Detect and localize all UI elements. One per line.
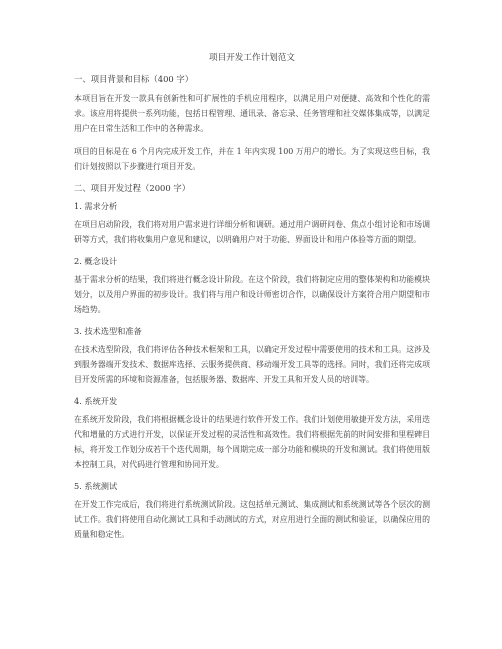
document-page <box>74 52 430 550</box>
subsection-tech-selection-text: 在技术选型阶段，我们将评估各种技术框架和工具，以确定开发过程中需要使用的技术和工具。这涉及到服务器端开发技术、数据库选择、云服务提供商、移动端开发工具等的选择。同时，我们还将完成项目开发所需的环境和资源准备，包括服务器、数据库、开发工具和开发人员的培训等。 <box>74 345 430 384</box>
subsection-requirements-text: 在项目启动阶段，我们将对用户需求进行详细分析和调研。通过用户调研问卷、焦点小组讨论和市场调研等方式，我们将收集用户意见和建议，以明确用户对于功能、界面设计和用户体验等方面的期望。 <box>74 220 430 244</box>
subsection-system-dev-heading: 4. 系统开发 <box>74 396 118 406</box>
subsection-system-test-heading: 5. 系统测试 <box>74 481 118 491</box>
subsection-concept-design-text: 基于需求分析的结果，我们将进行概念设计阶段。在这个阶段，我们将制定应用的整体架构和功能模块划分，以及用户界面的初步设计。我们将与用户和设计师密切合作，以确保设计方案符合用户期望和市场趋势。 <box>74 275 430 314</box>
subsection-requirements-heading: 1. 需求分析 <box>74 201 118 211</box>
document-title: 项目开发工作计划范文 <box>209 53 295 63</box>
subsection-system-dev-text: 在系统开发阶段，我们将根据概念设计的结果进行软件开发工作。我们计划使用敏捷开发方法，采用迭代和增量的方式进行开发，以保证开发过程的灵活性和高效性。我们将根据先前的时间安排和里程碑目标，将开发工作划分成若干个迭代周期，每个周期完成一部分功能和模块的开发和测试。我们将使用版本控制工具，对代码进行管理和协同开发。 <box>74 415 430 469</box>
subsection-system-test-text: 在开发工作完成后，我们将进行系统测试阶段。这包括单元测试、集成测试和系统测试等各个层次的测试工作。我们将使用自动化测试工具和手动测试的方式，对应用进行全面的测试和验证，以确保应用的质量和稳定性。 <box>74 500 430 539</box>
subsection-concept-design-heading: 2. 概念设计 <box>74 256 118 266</box>
section-1-paragraph-1: 本项目旨在开发一款具有创新性和可扩展性的手机应用程序，以满足用户对便捷、高效和个性化的需求。该应用将提供一系列功能，包括日程管理、通讯录、备忘录、任务管理和社交媒体集成等，以满足用户在日常生活和工作中的各种需求。 <box>74 94 430 133</box>
section-1-paragraph-2: 项目的目标是在 6 个月内完成开发工作，并在 1 年内实现 100 万用户的增长。为了实现这些目标，我们计划按照以下步骤进行项目开发。 <box>74 147 430 171</box>
section-1-heading: 一、项目背景和目标（400 字） <box>74 74 194 84</box>
subsection-tech-selection-heading: 3. 技术选型和准备 <box>74 326 142 336</box>
section-2-heading: 二、项目开发过程（2000 字） <box>74 183 191 193</box>
